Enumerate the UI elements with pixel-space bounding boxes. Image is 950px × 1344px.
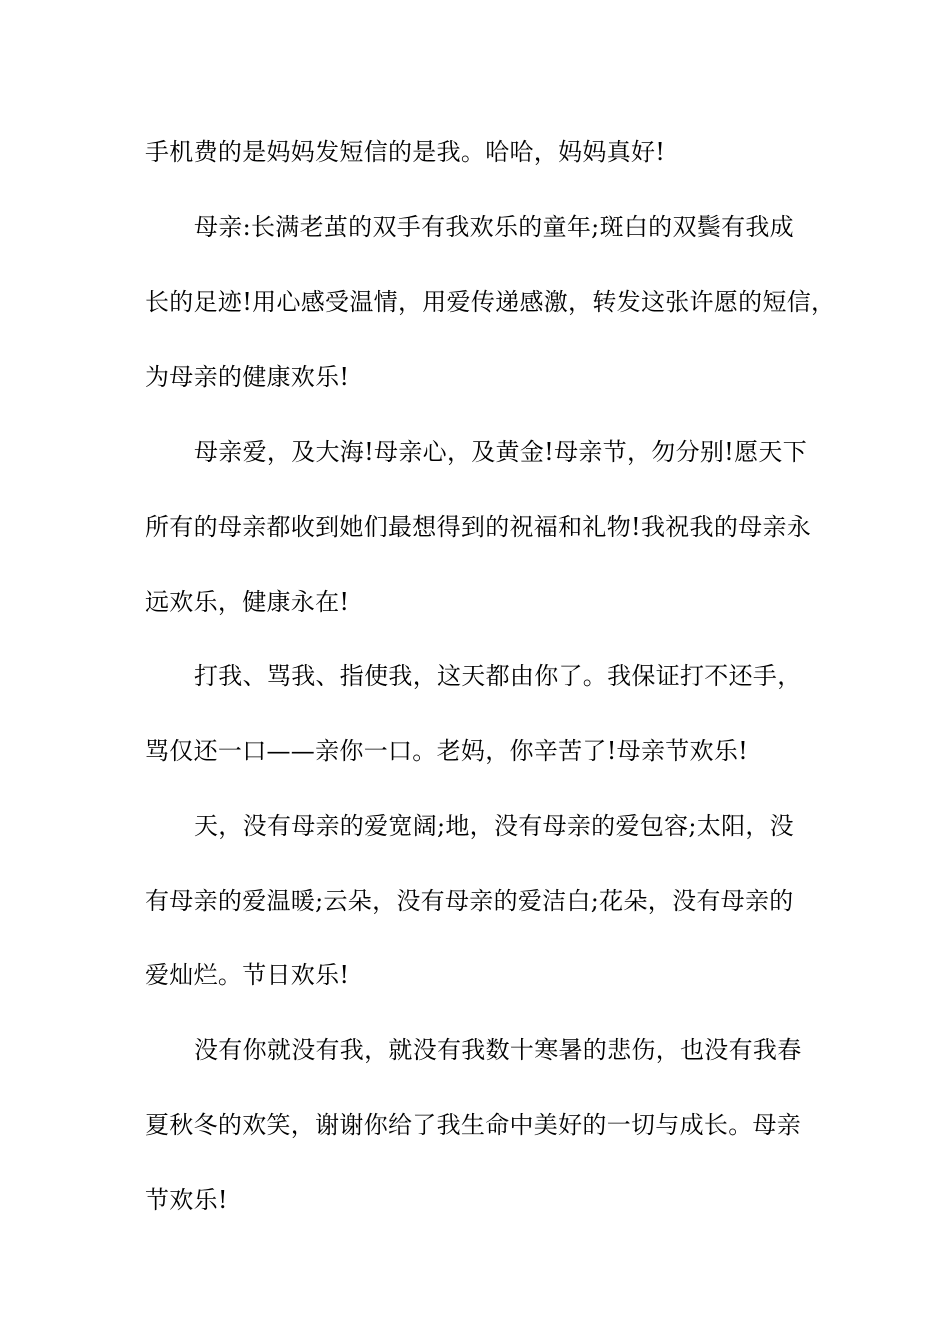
text-line: 天，没有母亲的爱宽阔;地，没有母亲的爱包容;太阳，没 <box>194 812 794 840</box>
text-line: 打我、骂我、指使我，这天都由你了。我保证打不还手， <box>194 662 802 690</box>
text-line: 爱灿烂。节日欢乐! <box>145 961 350 989</box>
text-line: 为母亲的健康欢乐! <box>145 363 350 391</box>
text-line: 手机费的是妈妈发短信的是我。哈哈，妈妈真好! <box>145 138 666 166</box>
text-line: 节欢乐! <box>145 1186 228 1214</box>
text-line: 所有的母亲都收到她们最想得到的祝福和礼物!我祝我的母亲永 <box>145 513 812 541</box>
text-line: 长的足迹!用心感受温情，用爱传递感激，转发这张许愿的短信， <box>145 288 836 316</box>
text-line: 远欢乐，健康永在! <box>145 588 350 616</box>
text-line: 骂仅还一口——亲你一口。老妈，你辛苦了!母亲节欢乐! <box>145 737 749 765</box>
text-line: 没有你就没有我，就没有我数十寒暑的悲伤，也没有我春 <box>194 1036 802 1064</box>
text-line: 有母亲的爱温暖;云朵，没有母亲的爱洁白;花朵，没有母亲的 <box>145 887 794 915</box>
text-line: 母亲爱，及大海!母亲心，及黄金!母亲节，勿分别!愿天下 <box>194 438 808 466</box>
text-line: 母亲:长满老茧的双手有我欢乐的童年;斑白的双鬓有我成 <box>194 213 794 241</box>
text-line: 夏秋冬的欢笑，谢谢你给了我生命中美好的一切与成长。母亲 <box>145 1111 802 1139</box>
